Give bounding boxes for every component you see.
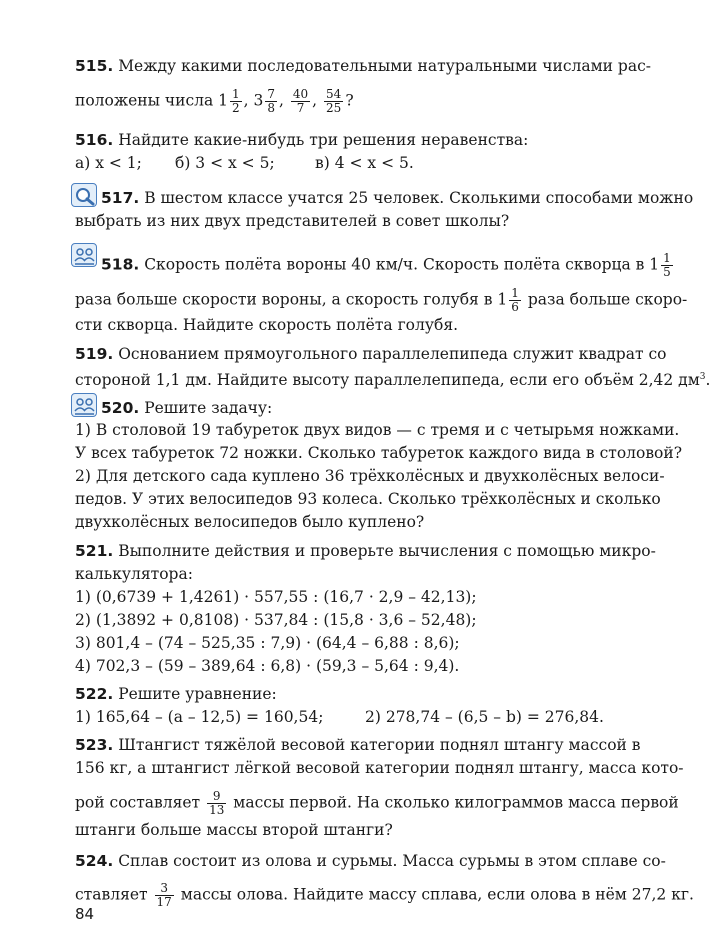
fraction: $\frac{1}{2}$ [232,87,240,115]
problem-516-line1: 516. Найдите какие-нибудь три решения неравенства: [75,131,529,149]
problem-520-line2: У всех табуреток 72 ножки. Сколько табуреток каждого вида в столовой? [75,444,683,462]
fraction: $\frac{40}{7}$ [292,87,309,115]
problem-number: 523. [75,736,114,754]
problem-515-line2: положены числа 1 $\frac{1}{2}$ , 3 $\frac{7}{8}$ , $\frac{40}{7}$ , $\frac{54}{25}$ ? [75,87,354,115]
problem-520-line3: 2) Для детского сада куплено 36 трёхколёсных и двухколёсных велоси- [75,467,665,485]
problem-517-line1: 517. В шестом классе учатся 25 человек. Сколькими способами можно [101,189,694,207]
problem-number: 515. [75,57,114,75]
problem-518-line2: раза больше скорости вороны, а скорость голубя в 1 $\frac{1}{6}$ раза больше скоро- [75,286,688,314]
problem-number: 521. [75,542,114,560]
fraction: $\frac{7}{8}$ [267,87,276,115]
fraction: $\frac{1}{5}$ [663,251,671,279]
problem-521-expr4: 4) 702,3 – (59 – 389,64 : 6,8) · (59,3 – 5,64 : 9,4). [75,657,460,675]
problem-523-line3: рой составляет $\frac{9}{13}$ массы первой. На сколько килограммов масса первой [75,789,679,817]
problem-518-line1: 518. Скорость полёта вороны 40 км/ч. Скорость полёта скворца в 1 $\frac{1}{5}$ [101,251,671,279]
problem-number: 518. [101,255,140,274]
group-work-icon [71,243,97,267]
problem-520-line0: 520. Решите задачу: [101,399,273,417]
problem-524-line2: ставляет $\frac{3}{17}$ массы олова. Найдите массу сплава, если олова в нём 27,2 кг. [75,881,694,909]
problem-521-expr1: 1) (0,6739 + 1,4261) · 557,55 : (16,7 · 2,9 – 42,13); [75,588,477,606]
problem-521-line2: калькулятора: [75,565,193,583]
problem-519-line2: стороной 1,1 дм. Найдите высоту параллелепипеда, если его объём 2,42 $дм^3$. [75,371,710,390]
problem-521-expr2: 2) (1,3892 + 0,8108) · 537,84 : (15,8 · 3,6 – 52,48); [75,611,477,629]
problem-521-expr3: 3) 801,4 – (74 – 525,35 : 7,9) · (64,4 – 6,88 : 8,6); [75,634,460,652]
problem-516-answers: а) x < 1; б) 3 < x < 5; в) 4 < x < 5. [75,154,414,172]
problem-515-line1: 515. Между какими последовательными натуральными числами рас- [75,57,651,75]
problem-522-equations: 1) 165,64 – (a – 12,5) = 160,54; 2) 278,74 – (6,5 – b) = 276,84. [75,708,604,726]
problem-519-line1: 519. Основанием прямоугольного параллелепипеда служит квадрат со [75,345,667,363]
problem-523-line4: штанги больше массы второй штанги? [75,821,393,839]
problem-number: 519. [75,345,114,363]
fraction: $\frac{9}{13}$ [209,789,225,817]
fraction: $\frac{3}{17}$ [156,881,172,909]
problem-number: 524. [75,852,114,870]
problem-517-line2: выбрать из них двух представителей в совет школы? [75,212,510,230]
problem-518-line3: сти скворца. Найдите скорость полёта голубя. [75,316,459,334]
problem-524-line1: 524. Сплав состоит из олова и сурьмы. Масса сурьмы в этом сплаве со- [75,852,666,870]
group-work-icon [71,393,97,417]
problem-520-line5: двухколёсных велосипедов было куплено? [75,513,425,531]
problem-522-line1: 522. Решите уравнение: [75,685,277,703]
problem-number: 516. [75,131,114,149]
problem-number: 522. [75,685,114,703]
fraction: $\frac{54}{25}$ [326,87,342,115]
problem-520-line1: 1) В столовой 19 табуреток двух видов — с тремя и с четырьмя ножками. [75,421,680,439]
problem-521-line1: 521. Выполните действия и проверьте вычисления с помощью микро- [75,542,656,560]
problem-523-line1: 523. Штангист тяжёлой весовой категории поднял штангу массой в [75,736,641,754]
problem-520-line4: педов. У этих велосипедов 93 колеса. Сколько трёхколёсных и сколько [75,490,661,508]
problem-523-line2: 156 кг, а штангист лёгкой весовой категории поднял штангу, масса кото- [75,759,684,777]
magnifier-icon [71,183,97,207]
problem-number: 520. [101,399,140,417]
problem-number: 517. [101,189,140,207]
fraction: $\frac{1}{6}$ [511,286,519,314]
page-number: 84 [75,905,95,923]
